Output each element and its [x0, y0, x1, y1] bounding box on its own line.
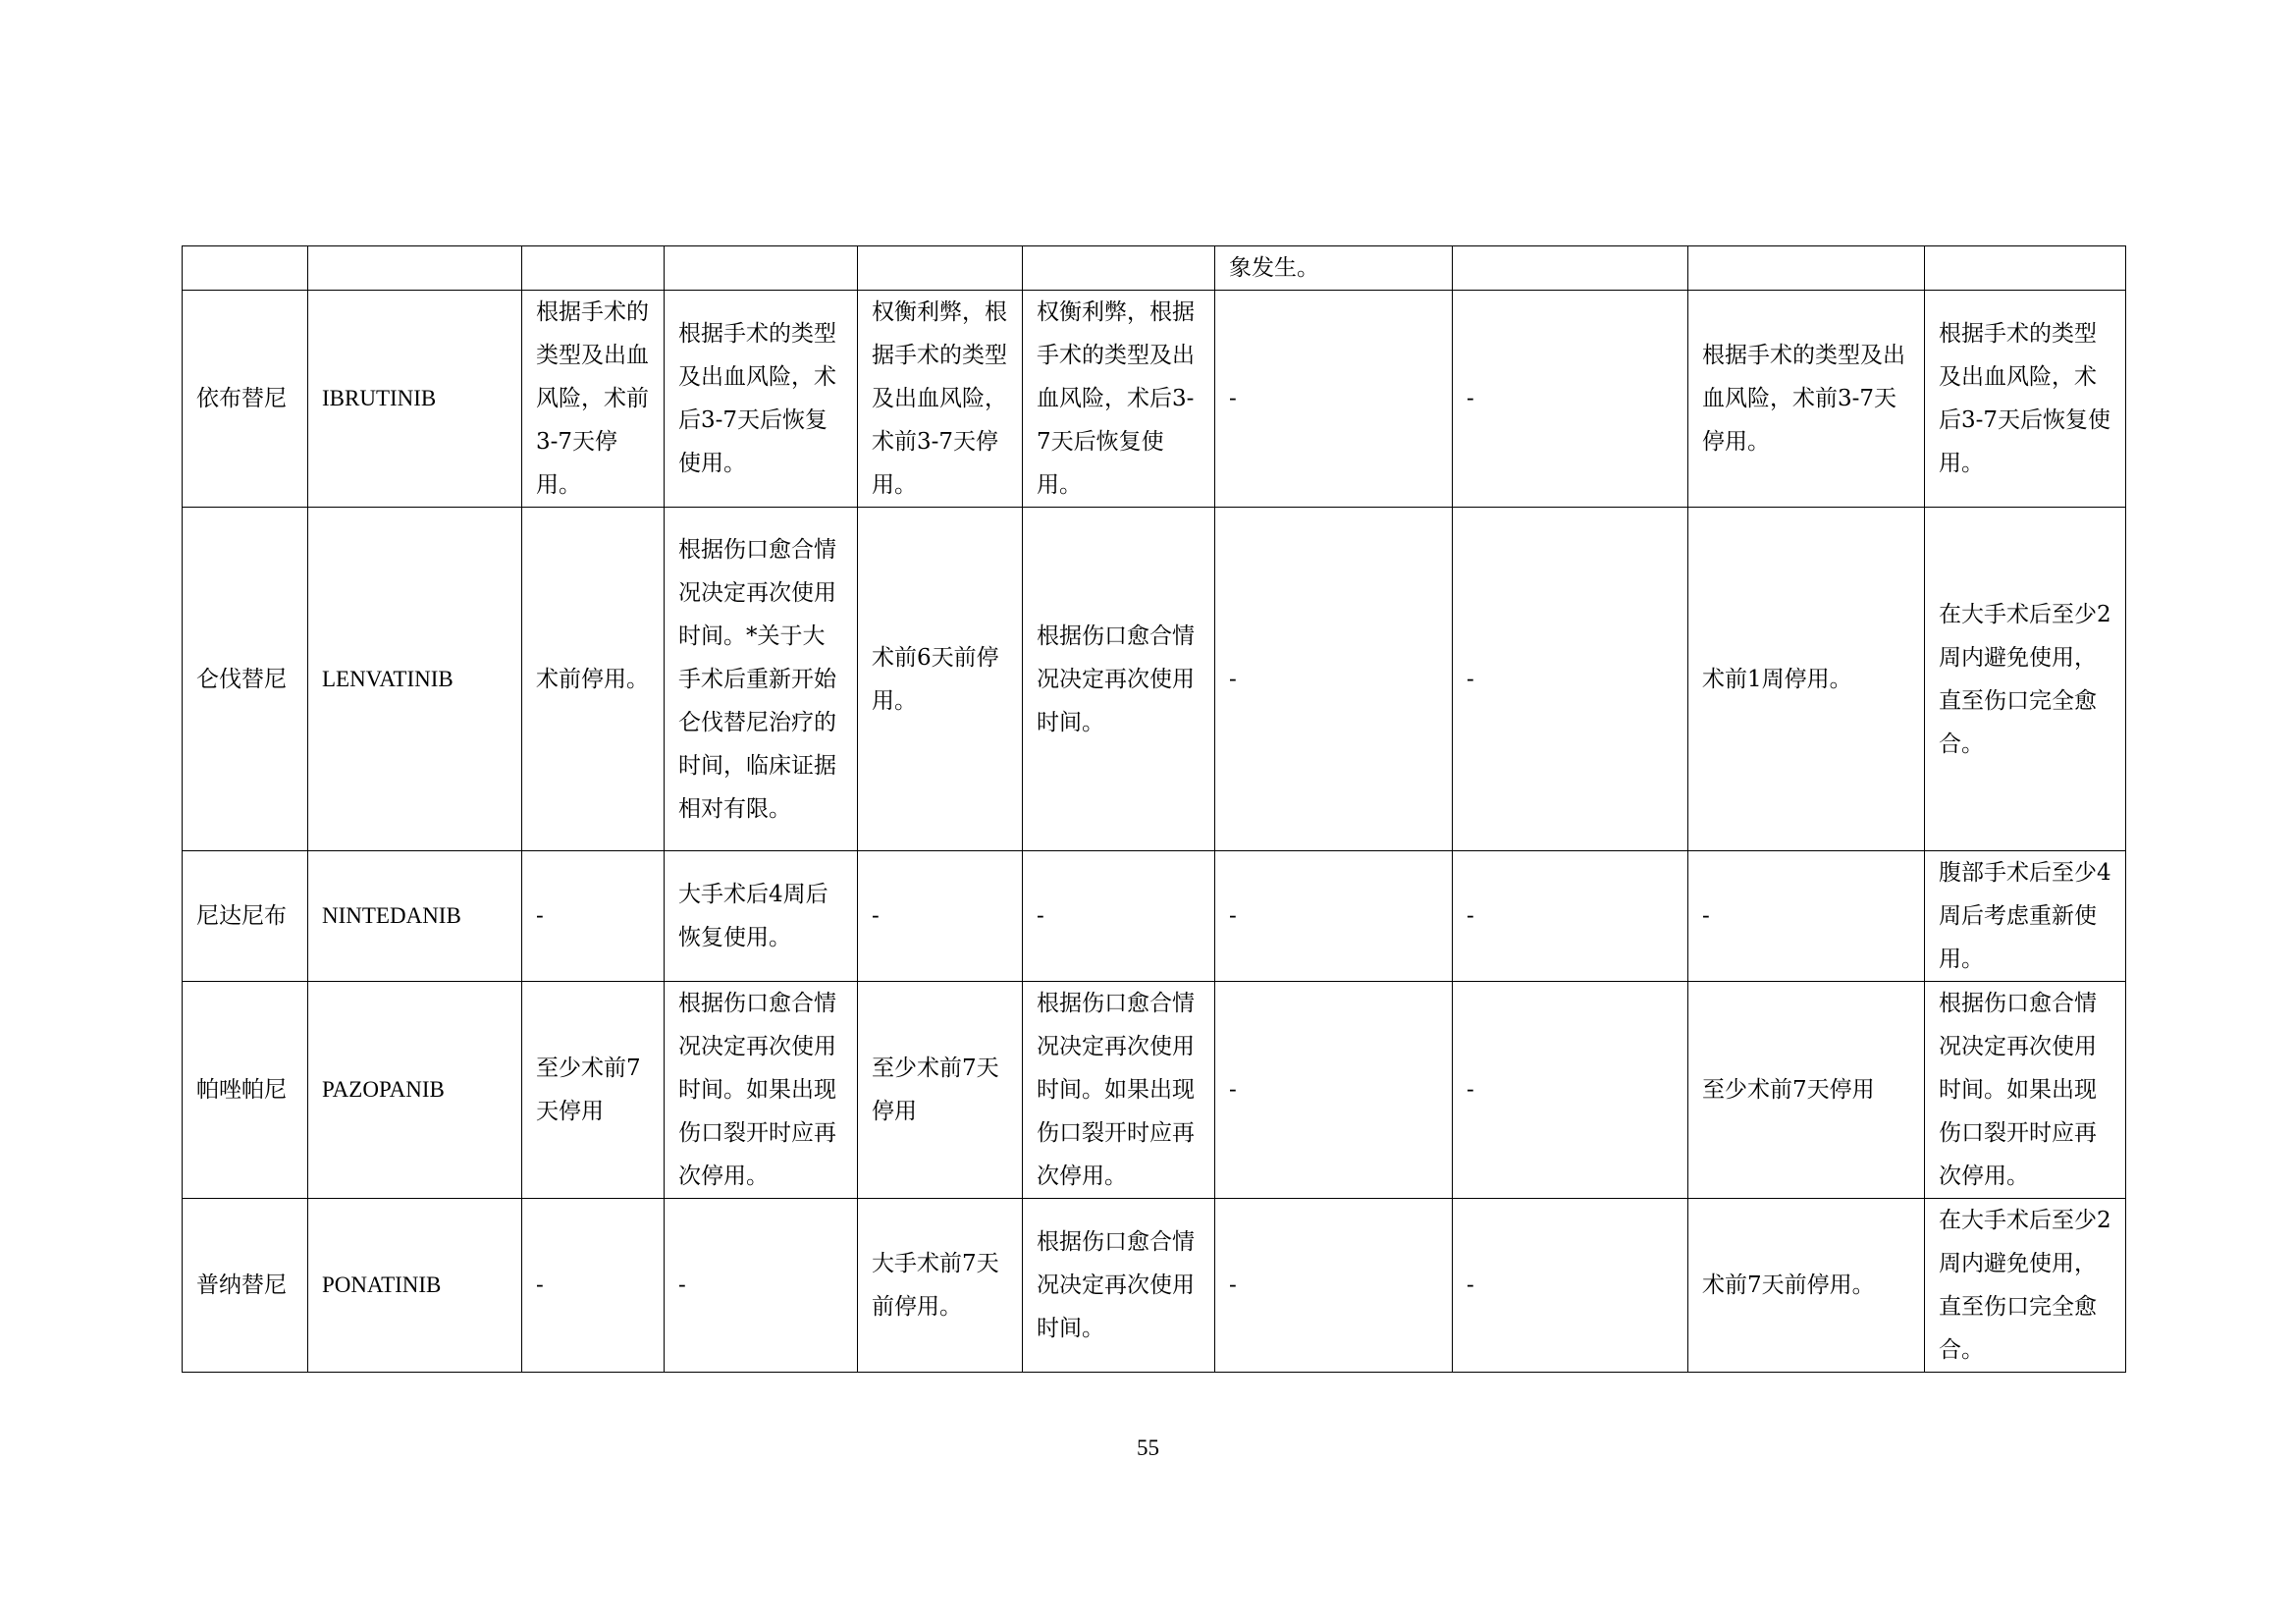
table-cell: 根据伤口愈合情况决定再次使用时间。如果出现伤口裂开时应再次停用。 — [1925, 982, 2126, 1199]
table-cell: - — [1023, 851, 1215, 982]
table-cell: 至少术前7天停用 — [1688, 982, 1925, 1199]
table-row-ponatinib — [183, 1199, 2126, 1373]
page-number: 55 — [1137, 1435, 1159, 1460]
table-cell: 在大手术后至少2周内避免使用，直至伤口完全愈合。 — [1925, 1199, 2126, 1373]
table-cell: 至少术前7天停用 — [522, 982, 665, 1199]
table-cell: 根据伤口愈合情况决定再次使用时间。 — [1023, 1199, 1215, 1373]
drug-perioperative-table — [182, 245, 2126, 1373]
drug-name-cn: 尼达尼布 — [183, 851, 308, 982]
table-cell: - — [1453, 291, 1688, 508]
table-row-pazopanib — [183, 982, 2126, 1199]
table-cell: 根据伤口愈合情况决定再次使用时间。如果出现伤口裂开时应再次停用。 — [1023, 982, 1215, 1199]
table-cell — [183, 246, 308, 291]
table-cell: 术前1周停用。 — [1688, 508, 1925, 851]
table-cell — [1925, 246, 2126, 291]
table-cell: 在大手术后至少2周内避免使用，直至伤口完全愈合。 — [1925, 508, 2126, 851]
table-cell: 术前7天前停用。 — [1688, 1199, 1925, 1373]
table-cell: 大手术前7天前停用。 — [858, 1199, 1023, 1373]
table-cell — [308, 246, 522, 291]
table-cell — [1023, 246, 1215, 291]
continuation-row — [183, 246, 2126, 291]
table-cell: - — [522, 1199, 665, 1373]
table-cell: - — [1453, 851, 1688, 982]
table-cell — [858, 246, 1023, 291]
drug-name-cn: 依布替尼 — [183, 291, 308, 508]
table-cell: 根据手术的类型及出血风险，术前3-7天停用。 — [522, 291, 665, 508]
table-cell: 象发生。 — [1215, 246, 1453, 291]
drug-name-en: LENVATINIB — [308, 508, 522, 851]
drug-name-cn: 普纳替尼 — [183, 1199, 308, 1373]
table-row-nintedanib — [183, 851, 2126, 982]
table-cell: 根据手术的类型及出血风险，术后3-7天后恢复使用。 — [1925, 291, 2126, 508]
table-cell: 根据伤口愈合情况决定再次使用时间。 — [1023, 508, 1215, 851]
table-cell: - — [522, 851, 665, 982]
table-cell: 根据手术的类型及出血风险，术后3-7天后恢复使用。 — [665, 291, 858, 508]
drug-name-en: IBRUTINIB — [308, 291, 522, 508]
drug-name-en: PAZOPANIB — [308, 982, 522, 1199]
table-cell: 根据伤口愈合情况决定再次使用时间。*关于大手术后重新开始仑伐替尼治疗的时间，临床证据相对有限。 — [665, 508, 858, 851]
drug-name-cn: 仑伐替尼 — [183, 508, 308, 851]
table-cell — [522, 246, 665, 291]
table-cell — [1453, 246, 1688, 291]
table-cell: - — [1453, 1199, 1688, 1373]
table-cell: - — [1215, 291, 1453, 508]
table-cell: - — [1215, 1199, 1453, 1373]
table-cell: 术前6天前停用。 — [858, 508, 1023, 851]
table-cell: 至少术前7天停用 — [858, 982, 1023, 1199]
drug-name-cn: 帕唑帕尼 — [183, 982, 308, 1199]
table-cell: - — [1215, 508, 1453, 851]
drug-name-en: NINTEDANIB — [308, 851, 522, 982]
table-cell: 权衡利弊，根据手术的类型及出血风险，术后3-7天后恢复使用。 — [1023, 291, 1215, 508]
table-row-ibrutinib — [183, 291, 2126, 508]
table-cell: - — [1215, 851, 1453, 982]
table-cell: 大手术后4周后恢复使用。 — [665, 851, 858, 982]
table-cell: 权衡利弊，根据手术的类型及出血风险，术前3-7天停用。 — [858, 291, 1023, 508]
table-cell: 根据伤口愈合情况决定再次使用时间。如果出现伤口裂开时应再次停用。 — [665, 982, 858, 1199]
table-cell: - — [1215, 982, 1453, 1199]
table-row-lenvatinib — [183, 508, 2126, 851]
table-cell — [665, 246, 858, 291]
table-cell: 腹部手术后至少4周后考虑重新使用。 — [1925, 851, 2126, 982]
table-cell: - — [1453, 982, 1688, 1199]
table-cell — [1688, 246, 1925, 291]
table-cell: - — [1688, 851, 1925, 982]
drug-name-en: PONATINIB — [308, 1199, 522, 1373]
table-cell: - — [665, 1199, 858, 1373]
table-cell: 术前停用。 — [522, 508, 665, 851]
table-cell: - — [1453, 508, 1688, 851]
table-cell: 根据手术的类型及出血风险，术前3-7天停用。 — [1688, 291, 1925, 508]
table-cell: - — [858, 851, 1023, 982]
